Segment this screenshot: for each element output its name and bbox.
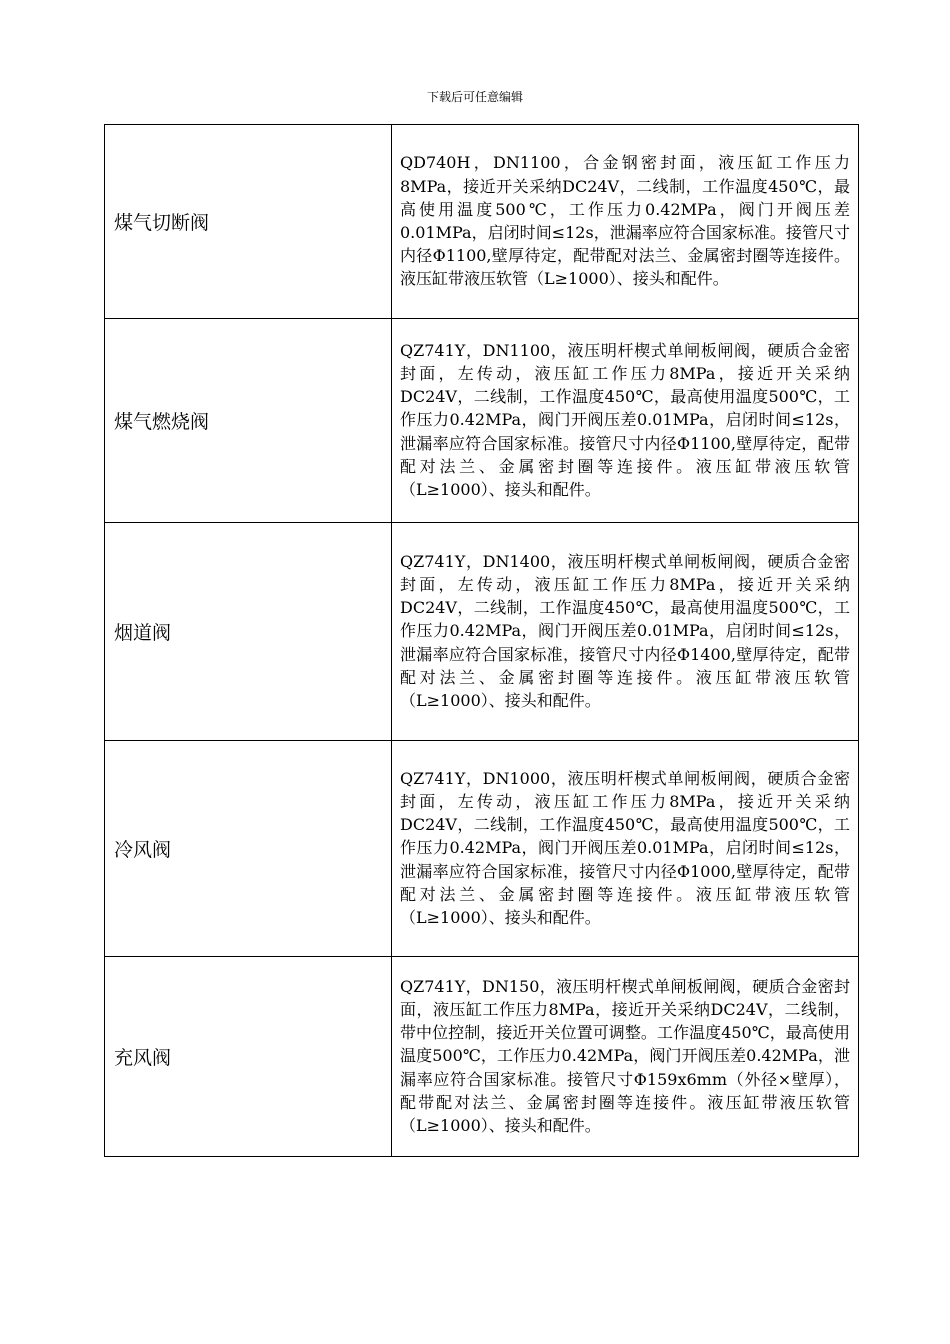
valve-name: 冷风阀 xyxy=(105,741,392,957)
valve-name: 煤气燃烧阀 xyxy=(105,319,392,523)
valve-spec: QZ741Y，DN1000，液压明杆楔式单闸板闸阀，硬质合金密封面，左传动，液压缸工作压力8MPa，接近开关采纳DC24V，二线制，工作温度450℃，最高使用温度500℃，工作压力0.42MPa，阀门开阀压差0.01MPa，启闭时间≤12s，泄漏率应符合国家标准，接管尺寸内径Φ1000,壁厚待定，配带配对法兰、金属密封圈等连接件。液压缸带液压软管（L≥1000）、接头和配件。 xyxy=(392,741,859,957)
valve-spec-table xyxy=(104,124,859,1157)
table-row xyxy=(105,319,859,523)
valve-spec: QZ741Y，DN1400，液压明杆楔式单闸板闸阀，硬质合金密封面，左传动，液压缸工作压力8MPa，接近开关采纳DC24V，二线制，工作温度450℃，最高使用温度500℃，工作压力0.42MPa，阀门开阀压差0.01MPa，启闭时间≤12s，泄漏率应符合国家标准，接管尺寸内径Φ1400,壁厚待定，配带配对法兰、金属密封圈等连接件。液压缸带液压软管（L≥1000）、接头和配件。 xyxy=(392,523,859,741)
table-row xyxy=(105,125,859,319)
valve-spec: QZ741Y，DN1100，液压明杆楔式单闸板闸阀，硬质合金密封面，左传动，液压缸工作压力8MPa，接近开关采纳DC24V，二线制，工作温度450℃，最高使用温度500℃，工作压力0.42MPa，阀门开阀压差0.01MPa，启闭时间≤12s，泄漏率应符合国家标准。接管尺寸内径Φ1100,壁厚待定，配带配对法兰、金属密封圈等连接件。液压缸带液压软管（L≥1000）、接头和配件。 xyxy=(392,319,859,523)
table-row xyxy=(105,957,859,1157)
valve-spec: QD740H，DN1100，合金钢密封面，液压缸工作压力8MPa，接近开关采纳DC24V，二线制，工作温度450℃，最高使用温度500℃，工作压力0.42MPa，阀门开阀压差0.01MPa，启闭时间≤12s，泄漏率应符合国家标准。接管尺寸内径Φ1100,壁厚待定，配带配对法兰、金属密封圈等连接件。液压缸带液压软管（L≥1000）、接头和配件。 xyxy=(392,125,859,319)
table-row xyxy=(105,741,859,957)
table-row xyxy=(105,523,859,741)
page-header: 下载后可任意编辑 xyxy=(426,90,523,104)
valve-name: 煤气切断阀 xyxy=(105,125,392,319)
valve-name: 充风阀 xyxy=(105,957,392,1157)
valve-spec: QZ741Y，DN150，液压明杆楔式单闸板闸阀，硬质合金密封面，液压缸工作压力8MPa，接近开关采纳DC24V，二线制，带中位控制，接近开关位置可调整。工作温度450℃，最高使用温度500℃，工作压力0.42MPa，阀门开阀压差0.42MPa，泄漏率应符合国家标准。接管尺寸Φ159x6mm（外径×壁厚），配带配对法兰、金属密封圈等连接件。液压缸带液压软管（L≥1000）、接头和配件。 xyxy=(392,957,859,1157)
valve-name: 烟道阀 xyxy=(105,523,392,741)
